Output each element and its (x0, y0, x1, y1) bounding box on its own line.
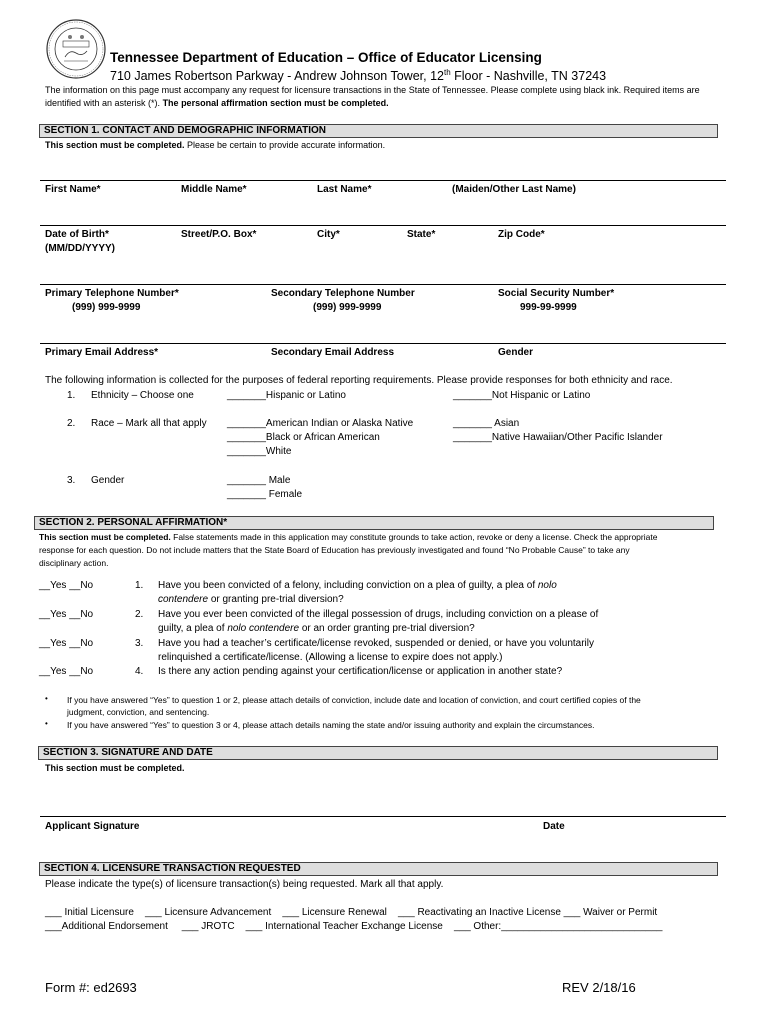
q4-yes-no[interactable]: __Yes __No (39, 666, 94, 677)
secondary-phone-format: (999) 999-9999 (313, 302, 382, 313)
section4-header: SECTION 4. LICENSURE TRANSACTION REQUESTED (39, 862, 718, 876)
affirm-q1-line1: Have you been convicted of a felony, including conviction on a plea of guilty, a plea of nolo (158, 580, 557, 591)
section2-note-1: This section must be completed. False statements made in this application may constitute grounds to take action, revoke or deny a license. Check the appropriate (39, 532, 658, 542)
date-label: Date (543, 821, 565, 832)
row3-line (40, 284, 726, 285)
row1-line (40, 180, 726, 181)
q3-number: 3. (67, 475, 76, 486)
bullet-1-line1: If you have answered “Yes” to question 1 or 2, please attach details of conviction, include date and location of conviction, and court certified copies of the (67, 695, 641, 705)
section2-header: SECTION 2. PERSONAL AFFIRMATION* (34, 516, 714, 530)
maiden-name-label: (Maiden/Other Last Name) (452, 184, 576, 195)
race-pacific-islander-option[interactable]: _______Native Hawaiian/Other Pacific Islander (453, 432, 663, 443)
section2-note-2: response for each question. Do not include matters that the State Board of Education has previously investigated and found “No Probable Cause” to take any (39, 545, 630, 555)
primary-phone-label: Primary Telephone Number* (45, 288, 179, 299)
signature-label: Applicant Signature (45, 821, 140, 832)
federal-note: The following information is collected for the purposes of federal reporting requirements. Please provide responses for both ethnicity and race. (45, 375, 673, 386)
middle-name-label: Middle Name* (181, 184, 247, 195)
q2-label: Race – Mark all that apply (91, 418, 207, 429)
form-number: Form #: ed2693 (45, 980, 137, 995)
ethnicity-hispanic-option[interactable]: _______Hispanic or Latino (227, 390, 346, 401)
state-label: State* (407, 229, 436, 240)
affirm-q3-line1: Have you had a teacher’s certificate/license revoked, suspended or denied, or have you voluntarily (158, 638, 595, 649)
secondary-email-label: Secondary Email Address (271, 347, 395, 358)
street-label: Street/P.O. Box* (181, 229, 257, 240)
affirm-q3-line2: relinquished a certificate/license. (Allowing a license to expire does not apply.) (158, 652, 503, 663)
affirm-q2-line2: guilty, a plea of nolo contendere or an order granting pre-trial diversion? (158, 623, 475, 634)
row4-line (40, 343, 726, 344)
q2-number: 2. (67, 418, 76, 429)
dob-label: Date of Birth* (45, 229, 109, 240)
race-black-option[interactable]: _______Black or African American (227, 432, 380, 443)
q2-yes-no[interactable]: __Yes __No (39, 609, 94, 620)
transaction-options-line2[interactable]: ___Additional Endorsement ___ JROTC ___ International Teacher Exchange License ___ Other:_____________________________ (45, 921, 663, 932)
address: 710 James Robertson Parkway - Andrew Johnson Tower, 12th Floor - Nashville, TN 37243 (110, 68, 607, 84)
section2-note-3: disciplinary action. (39, 558, 109, 568)
bullet-2: If you have answered “Yes” to question 3 or 4, please attach details naming the state and/or issuing authority and explain the circumstances. (67, 720, 595, 730)
primary-phone-format: (999) 999-9999 (72, 302, 141, 313)
city-label: City* (317, 229, 340, 240)
revision-date: REV 2/18/16 (562, 980, 636, 995)
state-seal-logo (46, 19, 106, 79)
first-name-label: First Name* (45, 184, 101, 195)
signature-line (40, 816, 726, 817)
bullet-icon: • (45, 694, 48, 703)
affirm-q1-number: 1. (135, 580, 144, 591)
affirm-q2-number: 2. (135, 609, 144, 620)
bullet-1-line2: judgment, conviction, and sentencing. (67, 707, 210, 717)
page-title: Tennessee Department of Education – Office of Educator Licensing (110, 50, 542, 65)
affirm-q4-line1: Is there any action pending against your certification/license or application in another state? (158, 666, 563, 677)
race-white-option[interactable]: _______White (227, 446, 292, 457)
gender-label: Gender (498, 347, 534, 358)
affirm-q3-number: 3. (135, 638, 144, 649)
q1-label: Ethnicity – Choose one (91, 390, 194, 401)
intro-line-2: identified with an asterisk (*). The personal affirmation section must be completed. (45, 98, 389, 108)
intro-line-1: The information on this page must accompany any request for licensure transactions in the State of Tennessee. Please complete using black ink. Required items are (45, 85, 700, 95)
section3-note: This section must be completed. (45, 763, 185, 773)
q3-yes-no[interactable]: __Yes __No (39, 638, 94, 649)
transaction-options-line1[interactable]: ___ Initial Licensure ___ Licensure Advancement ___ Licensure Renewal ___ Reactivating an Inactive License ___ Waiver or Permit (45, 907, 658, 918)
q1-yes-no[interactable]: __Yes __No (39, 580, 94, 591)
dob-format: (MM/DD/YYYY) (45, 243, 115, 254)
bullet-icon: • (45, 719, 48, 728)
race-asian-option[interactable]: _______ Asian (453, 418, 520, 429)
affirm-q4-number: 4. (135, 666, 144, 677)
ssn-label: Social Security Number* (498, 288, 615, 299)
section1-header: SECTION 1. CONTACT AND DEMOGRAPHIC INFORMATION (39, 124, 718, 138)
secondary-phone-label: Secondary Telephone Number (271, 288, 415, 299)
affirm-q1-line2: contendere or granting pre-trial diversion? (158, 594, 344, 605)
q3-label: Gender (91, 475, 125, 486)
row2-line (40, 225, 726, 226)
race-american-indian-option[interactable]: _______American Indian or Alaska Native (227, 418, 414, 429)
primary-email-label: Primary Email Address* (45, 347, 159, 358)
section4-note: Please indicate the type(s) of licensure transaction(s) being requested. Mark all that apply. (45, 879, 444, 890)
last-name-label: Last Name* (317, 184, 372, 195)
zip-label: Zip Code* (498, 229, 545, 240)
affirm-q2-line1: Have you ever been convicted of the illegal possession of drugs, including conviction on a please of (158, 609, 599, 620)
ssn-format: 999-99-9999 (520, 302, 577, 313)
section1-note: This section must be completed. Please be certain to provide accurate information. (45, 140, 386, 150)
ethnicity-not-hispanic-option[interactable]: _______Not Hispanic or Latino (453, 390, 591, 401)
gender-male-option[interactable]: _______ Male (227, 475, 291, 486)
q1-number: 1. (67, 390, 76, 401)
gender-female-option[interactable]: _______ Female (227, 489, 303, 500)
section3-header: SECTION 3. SIGNATURE AND DATE (38, 746, 718, 760)
